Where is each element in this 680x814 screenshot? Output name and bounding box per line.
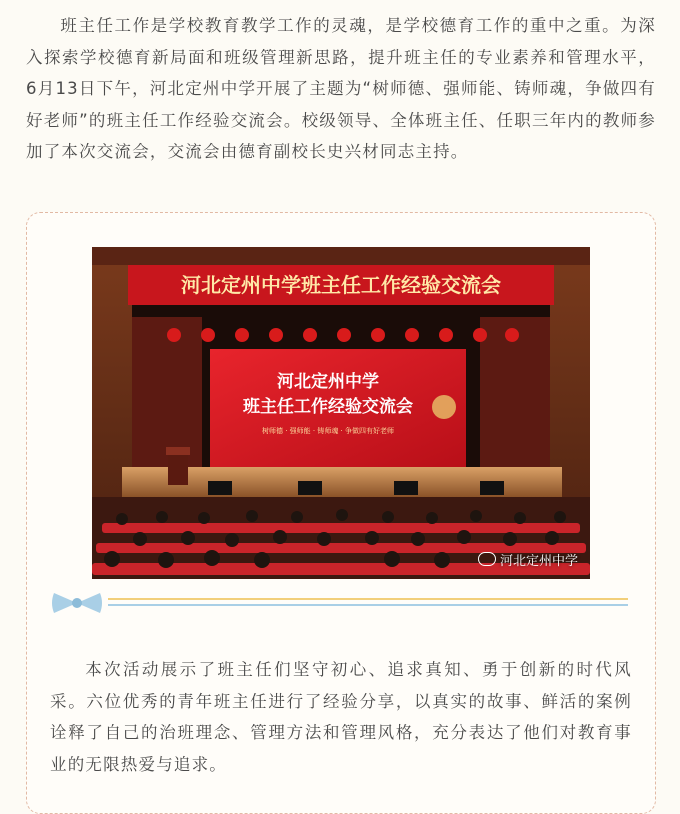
bow-icon <box>50 590 104 616</box>
watermark-text: 河北定州中学 <box>499 554 578 569</box>
screen-title-2: 班主任工作经验交流会 <box>243 397 413 417</box>
intro-text: 班主任工作是学校教育教学工作的灵魂，是学校德育工作的重中之重。为深入探索学校德育新局面和班级管理新思路，提升班主任的专业素养和管理水平，6月13日下午，河北定州中学开展了主题为“树师德、强师能、铸师魂，争做四有好老师”的班主任工作经验交流会。校级领导、全体班主任、任职三年内的教师参加了本次交流会，交流会由德育副校长史兴材同志主持。 <box>26 16 656 161</box>
event-photo <box>92 247 590 579</box>
banner-text: 河北定州中学班主任工作经验交流会 <box>181 273 501 297</box>
auditorium-illustration <box>92 247 590 579</box>
screen-title-1: 河北定州中学 <box>277 372 379 392</box>
body-paragraph <box>50 654 632 780</box>
intro-paragraph <box>26 10 656 168</box>
wechat-icon <box>478 552 496 566</box>
divider-line-gold <box>108 598 628 600</box>
screen-slogan: 树师德 · 强师能 · 铸师魂 · 争做四有好老师 <box>261 427 395 435</box>
microphone-icon <box>432 395 456 419</box>
lectern <box>168 451 188 485</box>
body-text: 本次活动展示了班主任们坚守初心、追求真知、勇于创新的时代风采。六位优秀的青年班主任进行了经验分享，以真实的故事、鲜活的案例诠释了自己的治班理念、管理方法和管理风格，充分表达了他们对教育事业的无限热爱与追求。 <box>50 660 632 774</box>
divider-line-blue <box>108 604 628 606</box>
bow-divider <box>50 590 630 616</box>
watermark <box>478 550 578 569</box>
